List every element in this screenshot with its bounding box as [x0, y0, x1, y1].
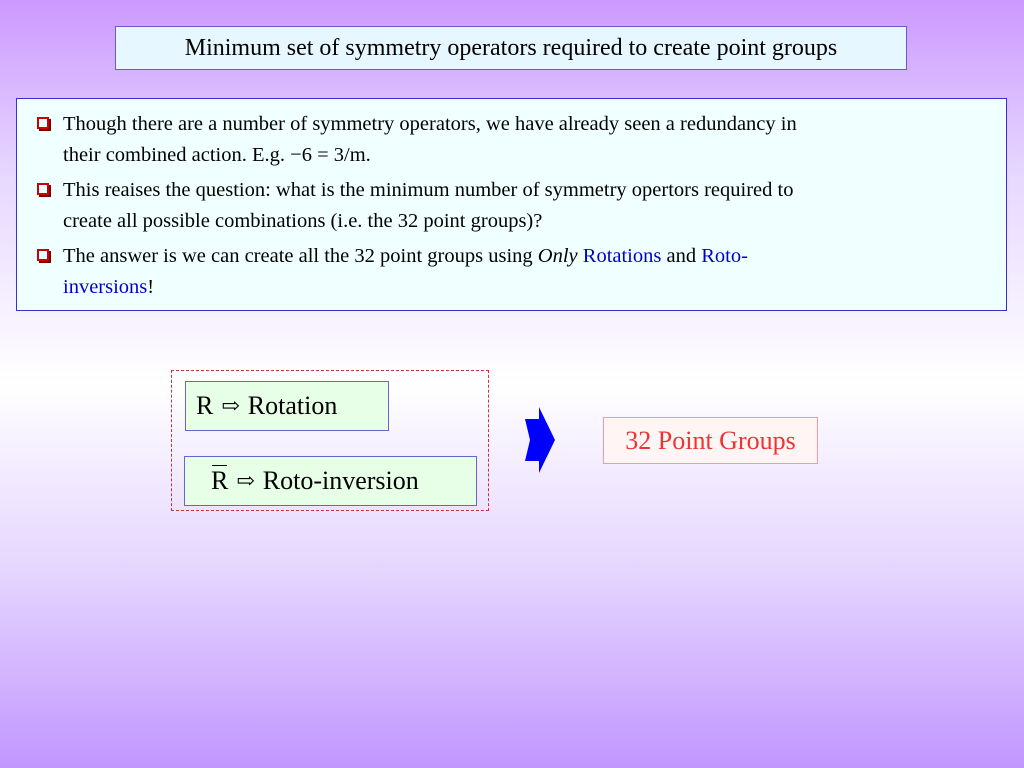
- block-arrow-right-icon: [525, 407, 555, 473]
- result-text: 32 Point Groups: [625, 425, 796, 455]
- rotation-symbol: R: [196, 391, 214, 420]
- exclamation: !: [147, 276, 155, 298]
- hollow-arrow-right-icon: ⇨: [236, 468, 255, 493]
- bullet-text-plain: The answer is we can create all the 32 point groups using: [63, 245, 538, 267]
- rotoinversion-label: Roto-inversion: [262, 466, 419, 495]
- bullet-line: Though there are a number of symmetry operators, we have already seen a redundancy in: [63, 113, 797, 135]
- rotation-label: Rotation: [247, 391, 338, 420]
- bullet-text: [63, 241, 988, 303]
- bullet-line: create all possible combinations (i.e. the 32 point groups)?: [63, 210, 543, 232]
- keyword-rotations: Rotations: [582, 245, 662, 267]
- bullet-line: their combined action. E.g. −6 = 3/m.: [63, 144, 371, 166]
- bullet-item: [37, 109, 988, 171]
- checkbox-bullet-icon: [37, 117, 49, 129]
- slide-title: [115, 26, 907, 70]
- rotoinversion-operator-box: [184, 456, 477, 506]
- bullet-item: [37, 241, 988, 303]
- keyword-roto: Roto-: [701, 245, 748, 267]
- result-box: [603, 417, 818, 464]
- keyword-inversions: inversions: [63, 276, 148, 298]
- emphasis-only: Only: [537, 245, 578, 267]
- slide-title-text: Minimum set of symmetry operators required to create point groups: [184, 34, 838, 61]
- rotation-operator-box: [185, 381, 389, 431]
- hollow-arrow-right-icon: ⇨: [221, 393, 240, 418]
- checkbox-bullet-icon: [37, 183, 49, 195]
- bullet-line: This reaises the question: what is the minimum number of symmetry opertors required to: [63, 179, 794, 201]
- bullet-item: [37, 175, 988, 237]
- bullet-list-panel: [16, 98, 1007, 311]
- conjunction: and: [661, 245, 702, 267]
- checkbox-bullet-icon: [37, 249, 49, 261]
- rotoinversion-symbol: R: [211, 466, 229, 495]
